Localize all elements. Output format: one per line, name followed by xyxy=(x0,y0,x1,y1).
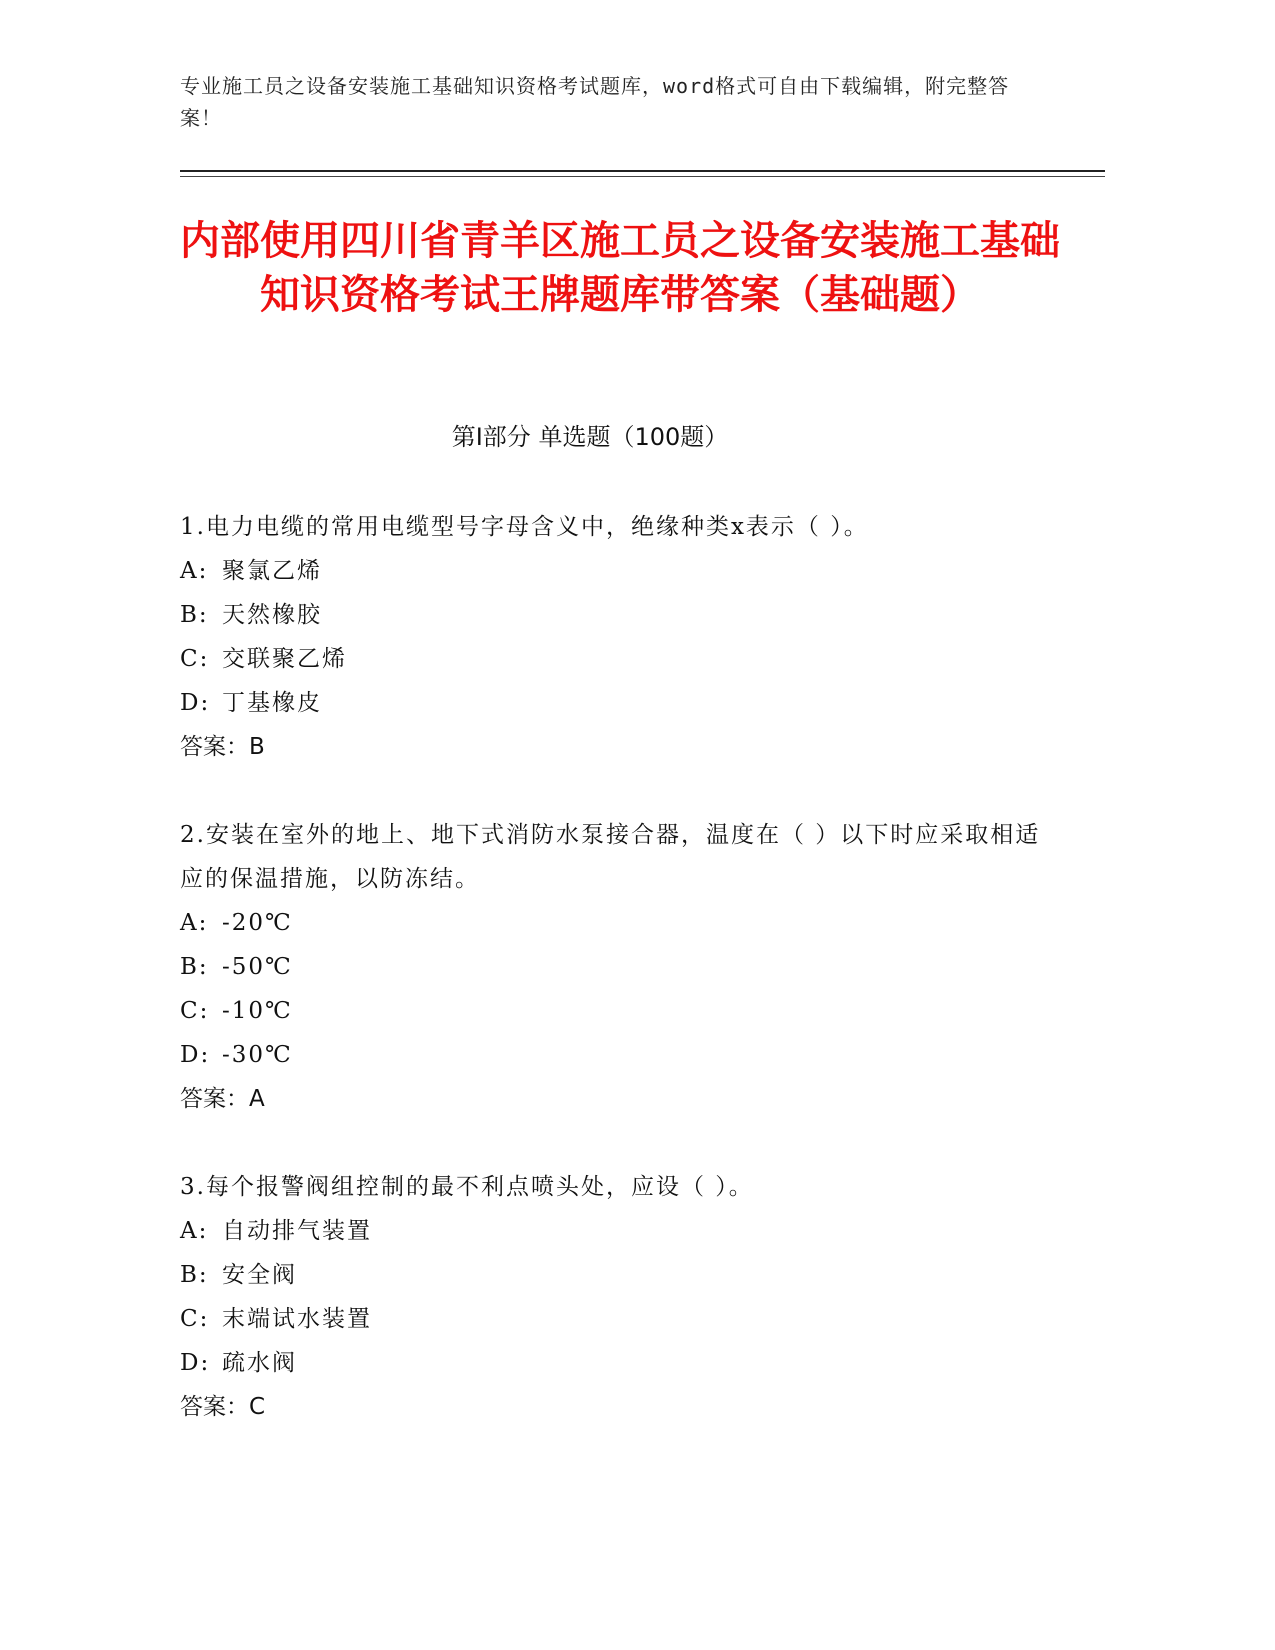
option-key: C: xyxy=(180,1306,210,1332)
option-key: B: xyxy=(180,602,209,628)
option-c xyxy=(180,989,1060,1033)
option-text: 丁基橡皮 xyxy=(222,690,322,716)
option-key: A: xyxy=(180,558,209,584)
option-b xyxy=(180,593,1060,637)
option-key: D: xyxy=(180,690,211,716)
answer-line: 答案：B xyxy=(180,734,265,760)
option-text: 聚氯乙烯 xyxy=(222,558,322,584)
question-3 xyxy=(180,1165,1060,1429)
section-title: 第Ⅰ部分 单选题（100题） xyxy=(451,423,729,451)
option-c xyxy=(180,1297,1060,1341)
option-text: -20℃ xyxy=(222,910,293,936)
option-key: C: xyxy=(180,998,210,1024)
header-note: 专业施工员之设备安装施工基础知识资格考试题库，word格式可自由下载编辑，附完整答案！ xyxy=(180,74,1010,130)
option-key: A: xyxy=(180,910,209,936)
option-key: B: xyxy=(180,1262,209,1288)
question-stem: 1.电力电缆的常用电缆型号字母含义中，绝缘种类x表示（ ）。 xyxy=(180,514,869,540)
option-text: -30℃ xyxy=(222,1042,293,1068)
question-stem: 2.安装在室外的地上、地下式消防水泵接合器，温度在（ ）以下时应采取相适应的保温措施，以防冻结。 xyxy=(180,822,1041,892)
option-key: D: xyxy=(180,1350,211,1376)
option-text: 疏水阀 xyxy=(222,1350,297,1376)
option-text: 交联聚乙烯 xyxy=(222,646,347,672)
option-key: D: xyxy=(180,1042,211,1068)
document-title: 内部使用四川省青羊区施工员之设备安装施工基础知识资格考试王牌题库带答案（基础题） xyxy=(180,218,1060,318)
option-c xyxy=(180,637,1060,681)
question-2 xyxy=(180,813,1060,1121)
option-text: -50℃ xyxy=(222,954,293,980)
option-d xyxy=(180,681,1060,725)
question-list xyxy=(180,505,1060,1473)
option-a xyxy=(180,549,1060,593)
header-rule-thin xyxy=(180,176,1105,177)
option-text: -10℃ xyxy=(222,998,293,1024)
option-b xyxy=(180,945,1060,989)
option-text: 天然橡胶 xyxy=(222,602,322,628)
option-text: 安全阀 xyxy=(222,1262,297,1288)
option-b xyxy=(180,1253,1060,1297)
header-rule-thick xyxy=(180,170,1105,172)
option-key: B: xyxy=(180,954,209,980)
answer-line: 答案：C xyxy=(180,1394,266,1420)
option-a xyxy=(180,1209,1060,1253)
option-text: 自动排气装置 xyxy=(222,1218,372,1244)
option-text: 末端试水装置 xyxy=(222,1306,372,1332)
option-d xyxy=(180,1033,1060,1077)
question-1 xyxy=(180,505,1060,769)
option-a xyxy=(180,901,1060,945)
option-key: A: xyxy=(180,1218,209,1244)
option-d xyxy=(180,1341,1060,1385)
option-key: C: xyxy=(180,646,210,672)
answer-line: 答案：A xyxy=(180,1086,265,1112)
question-stem: 3.每个报警阀组控制的最不利点喷头处，应设（ ）。 xyxy=(180,1174,754,1200)
